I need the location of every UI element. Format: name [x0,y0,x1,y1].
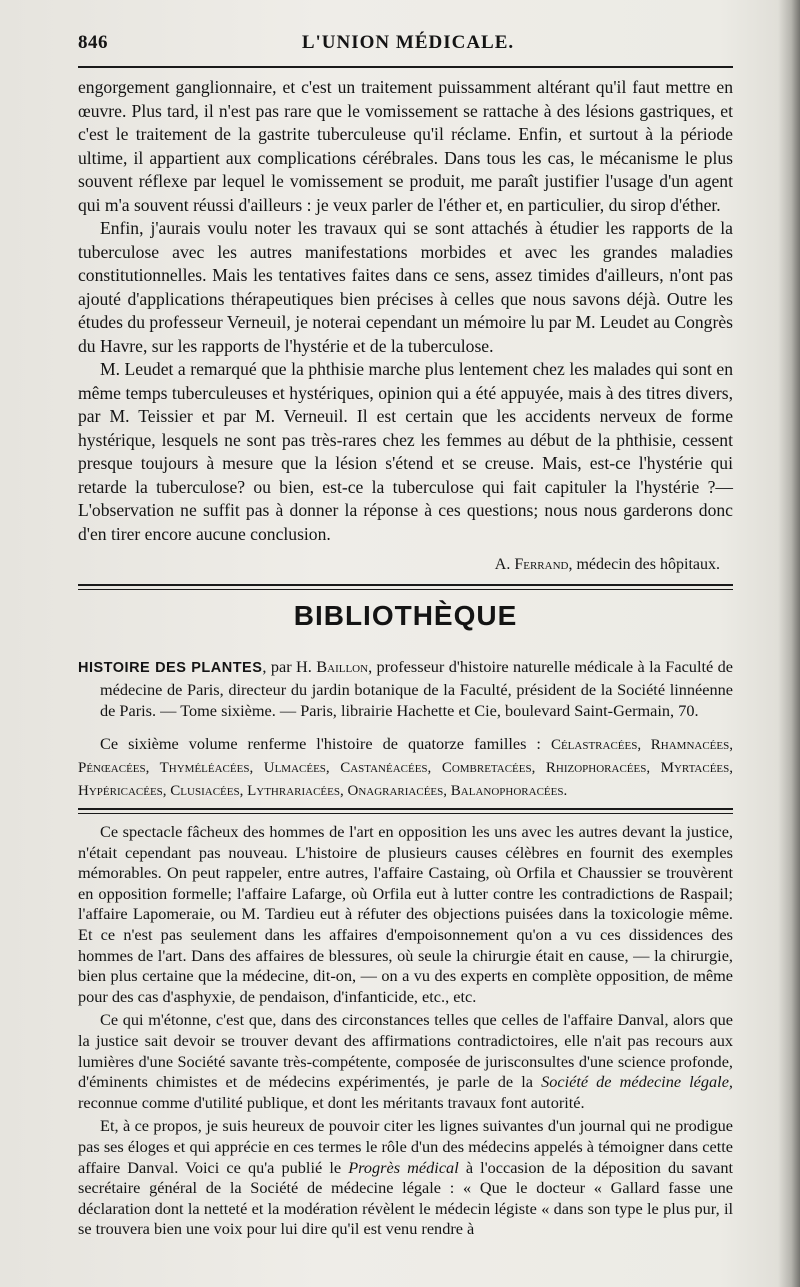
paragraph-text: à l'occasion de la déposition du savant secrétaire général de la Société de médecine légale : « Que le docteur « Gallard fasse une déclaration dont la netteté et la modération révèlent le médecin légiste « dans son type le plus pur, il se trouvera bien une voix pour lui dire qu'il est venu rendre à [78,1157,734,1239]
signature-author: A. Ferrand [494,556,569,573]
signature-title: , médecin des hôpitaux. [568,556,720,573]
families-list [78,733,733,802]
book-title: HISTOIRE DES PLANTES [78,660,263,676]
book-review-entry [78,656,733,802]
continuation-paragraph [78,1116,733,1240]
article-paragraph: Enfin, j'aurais voulu noter les travaux qui se sont attachés à étudier les rapports de la tuberculose avec les autres manifestations morbides et avec les grandes maladies constitutionnelles. Mais les tentatives faites dans ce sens, assez timides d'ailleurs, n'ont pas ajouté d'applications thérapeutiques bien précises à celles que nous savons déjà. Outre les études du professeur Verneuil, je noterai cependant un mémoire lu par M. Leudet au Congrès du Havre, sur les rapports de l'hystérie et de la tuberculose. [78,218,733,356]
binding-gutter [778,0,800,1287]
family-name: Lythrariacées, [247,783,348,799]
family-name: Onagrariacées, [347,783,451,799]
article-paragraph: engorgement ganglionnaire, et c'est un traitement puissamment altérant qu'il faut mettre en œuvre. Plus tard, il n'est pas rare que le vomissement se rattache à des lésions gastriques, et c'est le traitement de la gastrite tuberculeuse qu'il réclame. Enfin, et surtout à la période ultime, il appartient aux complications cérébrales. Dans tous les cas, le mécanisme le plus souvent réflexe par lequel le vomissement se produit, me paraît justifier l'usage d'un agent qui m'a souvent réussi d'ailleurs : je veux parler de l'éther et, en particulier, du sirop d'éther. [78,77,733,215]
article-paragraph: M. Leudet a remarqué que la phthisie marche plus lentement chez les malades qui sont en même temps tuberculeuses et hystériques, opinion qui a été appuyée, mais à des titres divers, par M. Teissier et par M. Verneuil. Il est certain que les accidents nerveux de forme hystérique, lesquels ne sont pas très-rares chez les femmes au début de la phthisie, cessent presque toujours à mesure que la lésion s'étend et se creuse. Mais, est-ce l'hystérie qui retarde la tuberculose? ou bien, est-ce la tuberculose qui fait capituler la l'hystérie ?—L'observation ne suffit pas à donner la réponse à ces questions; nous nous garderons donc d'en tirer encore aucune conclusion. [78,359,733,544]
section-separator [78,584,733,590]
article-body [78,76,733,546]
page-number: 846 [78,32,108,53]
family-name: Myrtacées, [660,760,734,776]
family-name: Clusiacées, [170,783,248,799]
book-author: Baillon [316,657,369,676]
family-name: Thyméléacées, [159,760,264,776]
running-head [78,30,738,60]
paragraph-text: Et, à ce propos, je suis heureux de pouvoir citer les lignes suivantes d'un journal qui ne prodigue pas ses éloges et qui apprécie en ces termes le rôle d'un des médecins appelés à témoigner dans cette affaire Danval. Voici ce qu'a publié le [78,1116,733,1177]
family-name: Castanéacées, [340,760,442,776]
header-rule [78,66,733,68]
family-name: Balanophoracées. [450,783,568,799]
book-citation [78,656,733,721]
section-title: BIBLIOTHÈQUE [293,600,518,631]
journal-title: L'UNION MÉDICALE. [301,32,515,53]
family-name: Pénœacées, [78,760,160,776]
journal-name: Progrès médical [348,1157,459,1177]
society-name: Société de médecine légale, [541,1072,734,1092]
paragraph-text: Ce qui m'étonne, c'est que, dans des circonstances telles que celles de l'affaire Danval, alors que la justice sait devoir se trouver devant des affirmations contradictoires, elle n'ait pas recours aux lumières d'une Société savante très-compétente, composée de jurisconsultes d'une science profonde, d'éminents chimistes et de médecins expérimentés, je parle de la [78,1010,733,1092]
family-name: Célastracées, [550,737,651,753]
family-name: Combretacées, [441,760,546,776]
families-intro: Ce sixième volume renferme l'histoire de quatorze familles : [100,734,551,753]
book-description: , professeur d'histoire naturelle médicale à la Faculté de médecine de Paris, directeur du jardin botanique de la Faculté, président de la Société linnéenne de Paris. — Tome sixième. — Paris, librairie Hachette et Cie, boulevard Saint-Germain, 70. [100,657,733,720]
article-signature [78,556,720,574]
family-name: Rhamnacées, [650,737,733,753]
section-separator [78,808,733,814]
continuation-paragraph [78,1010,733,1113]
continuation-paragraph: Ce spectacle fâcheux des hommes de l'art en opposition les uns avec les autres devant la justice, n'était cependant pas nouveau. L'histoire de plusieurs causes célèbres en fournit des exemples mémorables. On peut rappeler, entre autres, l'affaire Castaing, où Orfila et Chaussier se trouvèrent en opposition formelle; l'affaire Lafarge, où Orfila eut à lutter contre les contradictions de Raspail; l'affaire Lapomeraie, ou M. Tardieu eut à réfuter des objections puisées dans la toxicologie même. Et ce n'est pas seulement dans les affaires d'empoisonnement qu'on a vu ces dissidences des hommes de l'art. Dans des affaires de blessures, où seule la chirurgie était en cause, — la chirurgie, bien plus certaine que la médecine, dit-on, — on a vu des experts en complète opposition, de même pour des cas d'asphyxie, de pendaison, d'infanticide, etc., etc. [78,822,733,1006]
continuation-body [78,822,733,1240]
family-name: Ulmacées, [263,760,341,776]
paragraph-text: reconnue comme d'utilité publique, et dont les méritants travaux font autorité. [78,1092,585,1112]
family-name: Rhizophoracées, [545,760,661,776]
book-by: , par H. [262,657,317,676]
family-name: Hypéricacées, [78,783,171,799]
